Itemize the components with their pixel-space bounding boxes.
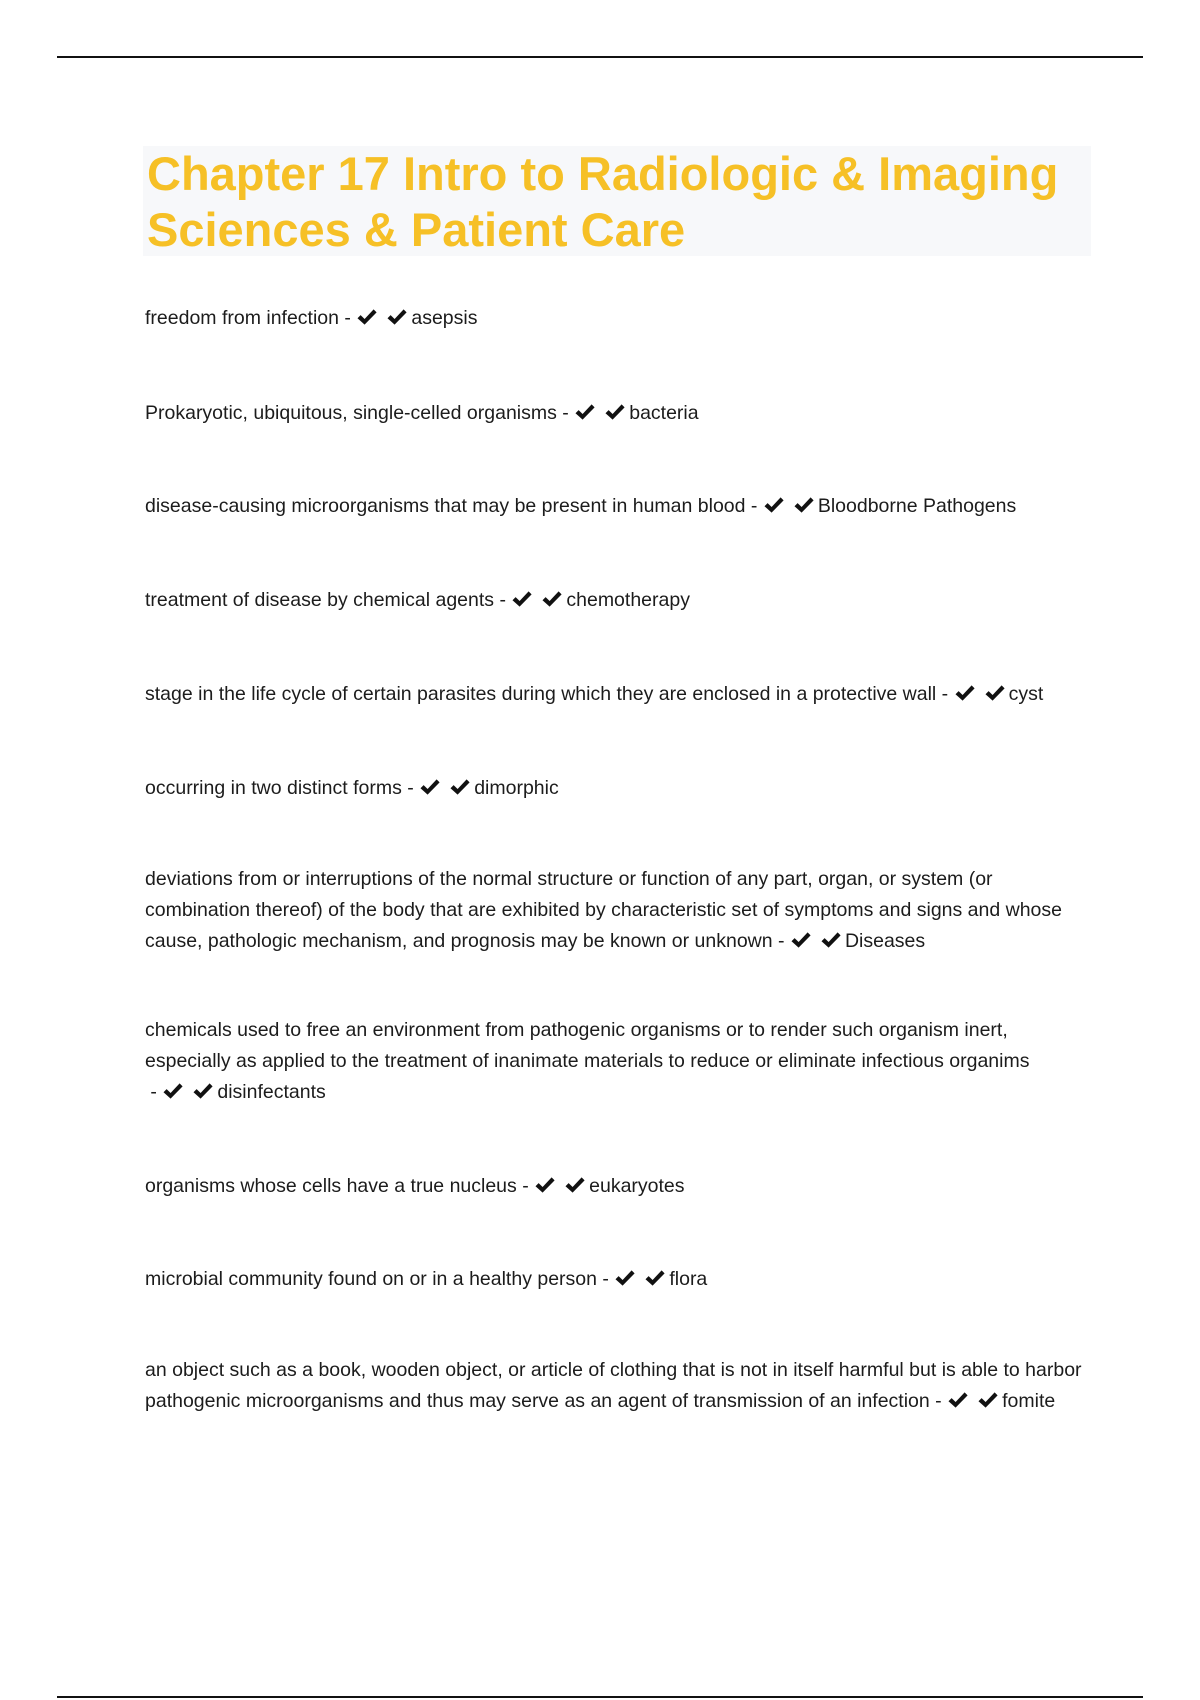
flashcard-entry (145, 773, 1095, 807)
checkmark-icon (977, 1390, 999, 1410)
double-checkmark-icon (614, 1267, 666, 1298)
flashcard-entry (145, 585, 1095, 619)
double-checkmark-icon (511, 588, 563, 619)
double-checkmark-icon (790, 929, 842, 960)
checkmark-icon (644, 1268, 666, 1288)
double-checkmark-icon (356, 306, 408, 337)
checkmark-icon (534, 1175, 556, 1195)
top-rule (57, 56, 1143, 58)
entry-answer: eukaryotes (589, 1175, 685, 1197)
checkmark-icon (511, 589, 533, 609)
double-checkmark-icon (419, 776, 471, 807)
entry-answer: fomite (1002, 1390, 1056, 1412)
title-block (143, 146, 1091, 256)
flashcard-entry (145, 1264, 1095, 1298)
page-title: Chapter 17 Intro to Radiologic & Imaging Sciences & Patient Care (147, 147, 1059, 256)
checkmark-icon (574, 402, 596, 422)
flashcard-entry (145, 398, 1095, 432)
double-checkmark-icon (162, 1080, 214, 1111)
flashcard-entry (145, 1171, 1095, 1205)
checkmark-icon (763, 495, 785, 515)
entry-question: organisms whose cells have a true nucleus (145, 1175, 517, 1197)
checkmark-icon (790, 930, 812, 950)
entry-separator: - (556, 402, 575, 424)
double-checkmark-icon (763, 494, 815, 525)
entry-answer: cyst (1008, 683, 1044, 705)
entry-separator: - (145, 1081, 163, 1103)
entry-question: occurring in two distinct forms (145, 777, 402, 799)
checkmark-icon (419, 777, 441, 797)
entry-answer: flora (669, 1268, 708, 1290)
entry-question: an object such as a book, wooden object, or article of clothing that is not in itself harmful but is able to harbor pathogenic microorganisms and thus may serve as an agent of transmission of an infection (145, 1359, 1082, 1412)
entry-separator: - (494, 589, 512, 611)
flashcard-entry (145, 1355, 1095, 1420)
entry-question: microbial community found on or in a healthy person (145, 1268, 597, 1290)
flashcard-entry (145, 679, 1095, 713)
entry-separator: - (929, 1390, 948, 1412)
entry-question: freedom from infection (145, 307, 340, 329)
flashcard-entry (145, 1015, 1095, 1111)
checkmark-icon (449, 777, 471, 797)
entry-separator: - (772, 930, 790, 952)
checkmark-icon (984, 683, 1006, 703)
checkmark-icon (954, 683, 976, 703)
entry-separator: - (936, 683, 954, 705)
entry-answer: disinfectants (217, 1081, 326, 1103)
entry-question: stage in the life cycle of certain parasites during which they are enclosed in a protective wall (145, 683, 937, 705)
entry-answer: asepsis (411, 307, 478, 329)
entry-question: Prokaryotic, ubiquitous, single-celled organisms (145, 402, 557, 424)
entry-question: chemicals used to free an environment from pathogenic organisms or to render such organism inert, especially as applied to the treatment of inanimate materials to reduce or eliminate infectious organims (145, 1019, 1030, 1072)
checkmark-icon (564, 1175, 586, 1195)
flashcard-entry (145, 491, 1095, 525)
checkmark-icon (793, 495, 815, 515)
entry-separator: - (401, 777, 420, 799)
entry-separator: - (745, 495, 763, 517)
checkmark-icon (192, 1081, 214, 1101)
entry-separator: - (597, 1268, 615, 1290)
checkmark-icon (356, 307, 378, 327)
double-checkmark-icon (574, 401, 626, 432)
double-checkmark-icon (534, 1174, 586, 1205)
entry-question: deviations from or interruptions of the normal structure or function of any part, organ, or system (or combination thereof) of the body that are exhibited by characteristic set of symptoms and signs and whose cause, pathologic mechanism, and prognosis may be known or unknown (145, 868, 1062, 952)
checkmark-icon (541, 589, 563, 609)
entry-answer: bacteria (629, 402, 699, 424)
entry-separator: - (516, 1175, 535, 1197)
bottom-rule (57, 1696, 1143, 1698)
entry-separator: - (339, 307, 357, 329)
entry-answer: chemotherapy (566, 589, 690, 611)
entry-answer: dimorphic (474, 777, 559, 799)
flashcard-entry (145, 303, 1095, 337)
checkmark-icon (947, 1390, 969, 1410)
checkmark-icon (386, 307, 408, 327)
checkmark-icon (162, 1081, 184, 1101)
checkmark-icon (604, 402, 626, 422)
double-checkmark-icon (947, 1389, 999, 1420)
checkmark-icon (614, 1268, 636, 1288)
entry-question: disease-causing microorganisms that may be present in human blood (145, 495, 746, 517)
checkmark-icon (820, 930, 842, 950)
flashcard-entry (145, 864, 1095, 960)
entry-answer: Diseases (844, 930, 926, 952)
entry-answer: Bloodborne Pathogens (817, 495, 1017, 517)
double-checkmark-icon (954, 682, 1006, 713)
entry-question: treatment of disease by chemical agents (145, 589, 495, 611)
